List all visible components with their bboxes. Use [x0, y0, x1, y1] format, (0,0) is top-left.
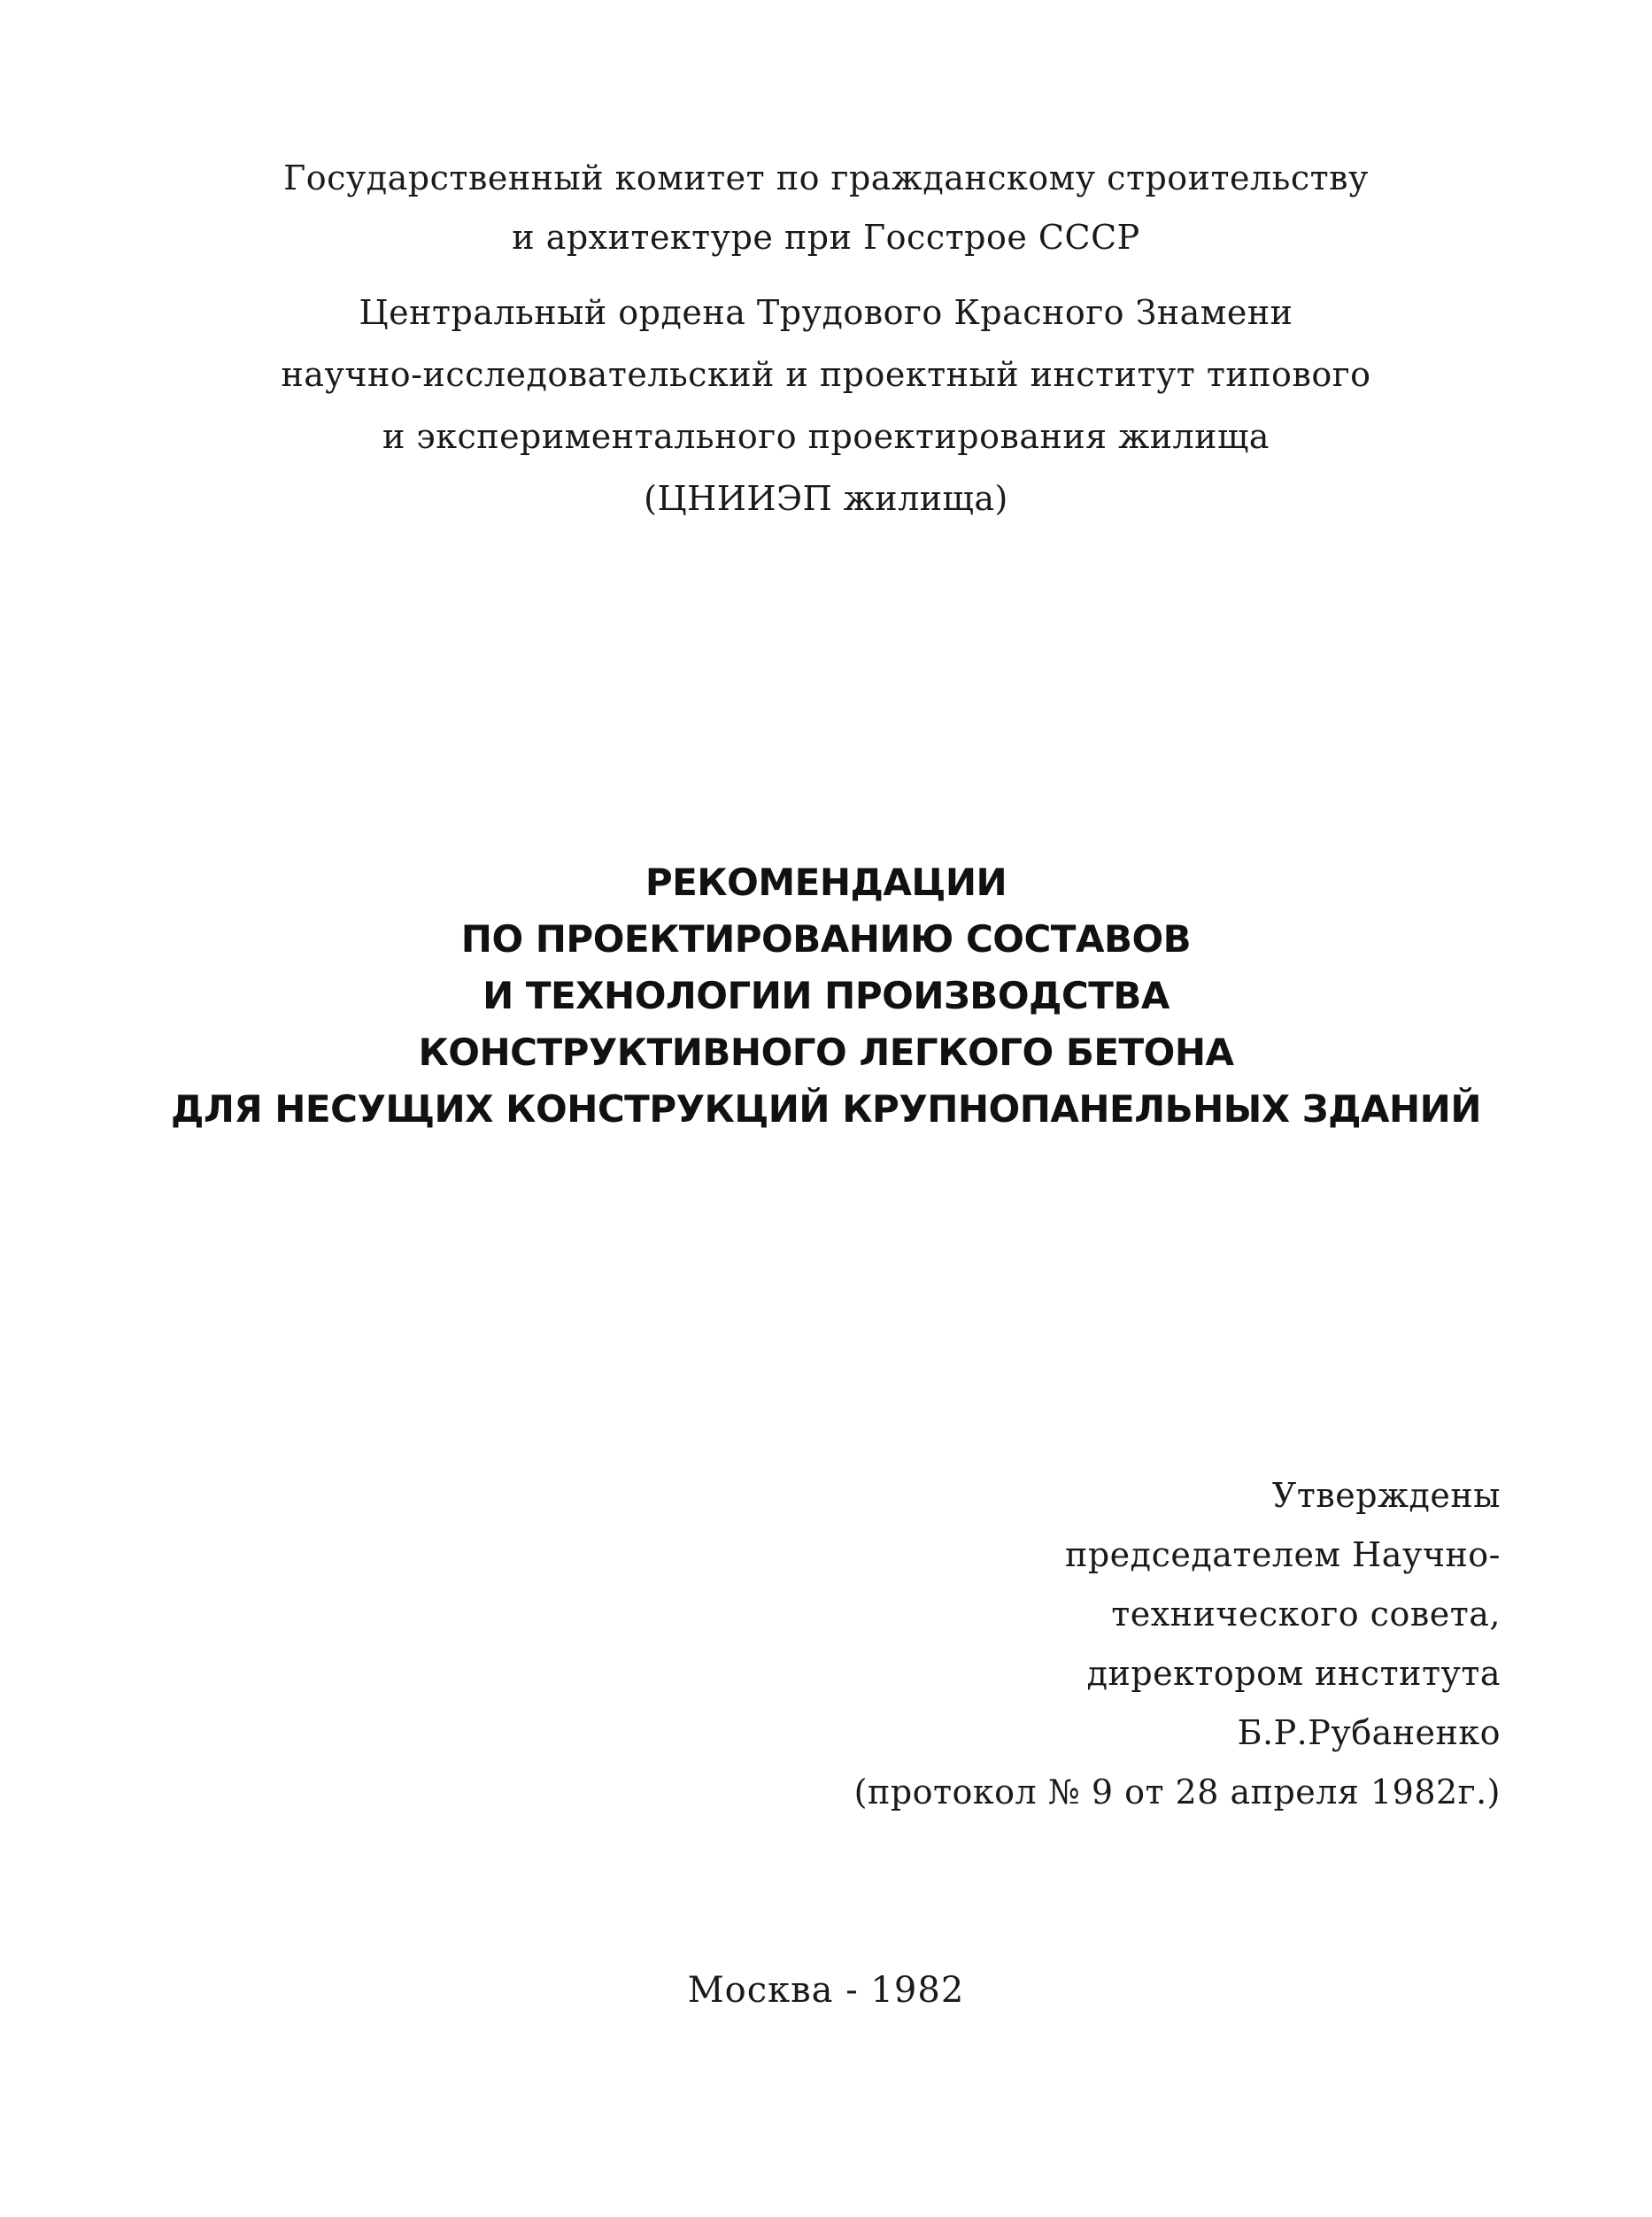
institute-line: научно-исследовательский и проектный институт типового: [281, 355, 1371, 394]
place-year-text: Москва - 1982: [687, 1970, 965, 2011]
protocol-reference: (протокол № 9 от 28 апреля 1982г.): [853, 1773, 1501, 1811]
institute-line: Центральный ордена Трудового Красного Знамени: [359, 293, 1293, 332]
institute-abbreviation: (ЦНИИЭП жилища): [644, 479, 1008, 518]
institute-line: и экспериментального проектирования жилища: [382, 417, 1270, 456]
title-line: КОНСТРУКТИВНОГО ЛЕГКОГО БЕТОНА: [418, 1031, 1234, 1074]
approval-block: [854, 1466, 1501, 1822]
title-line: РЕКОМЕНДАЦИИ: [645, 861, 1007, 904]
document-title: [0, 854, 1652, 1138]
approval-line: председателем Научно-: [1065, 1535, 1501, 1574]
place-and-year: [0, 1964, 1652, 2017]
institute-header: [0, 282, 1652, 529]
title-line: И ТЕХНОЛОГИИ ПРОИЗВОДСТВА: [482, 974, 1170, 1017]
title-line: ДЛЯ НЕСУЩИХ КОНСТРУКЦИЙ КРУПНОПАНЕЛЬНЫХ ЗДАНИЙ: [171, 1087, 1481, 1131]
committee-line: Государственный комитет по гражданскому строительству: [283, 158, 1369, 197]
title-line: ПО ПРОЕКТИРОВАНИЮ СОСТАВОВ: [460, 917, 1192, 961]
approver-name: Б.Р.Рубаненко: [1237, 1713, 1501, 1752]
approval-line: директором института: [1086, 1654, 1501, 1693]
approval-line: Утверждены: [1271, 1476, 1501, 1515]
committee-header: [0, 149, 1652, 267]
approval-line: технического совета,: [1111, 1595, 1501, 1634]
committee-line: и архитектуре при Госстрое СССР: [512, 218, 1140, 257]
